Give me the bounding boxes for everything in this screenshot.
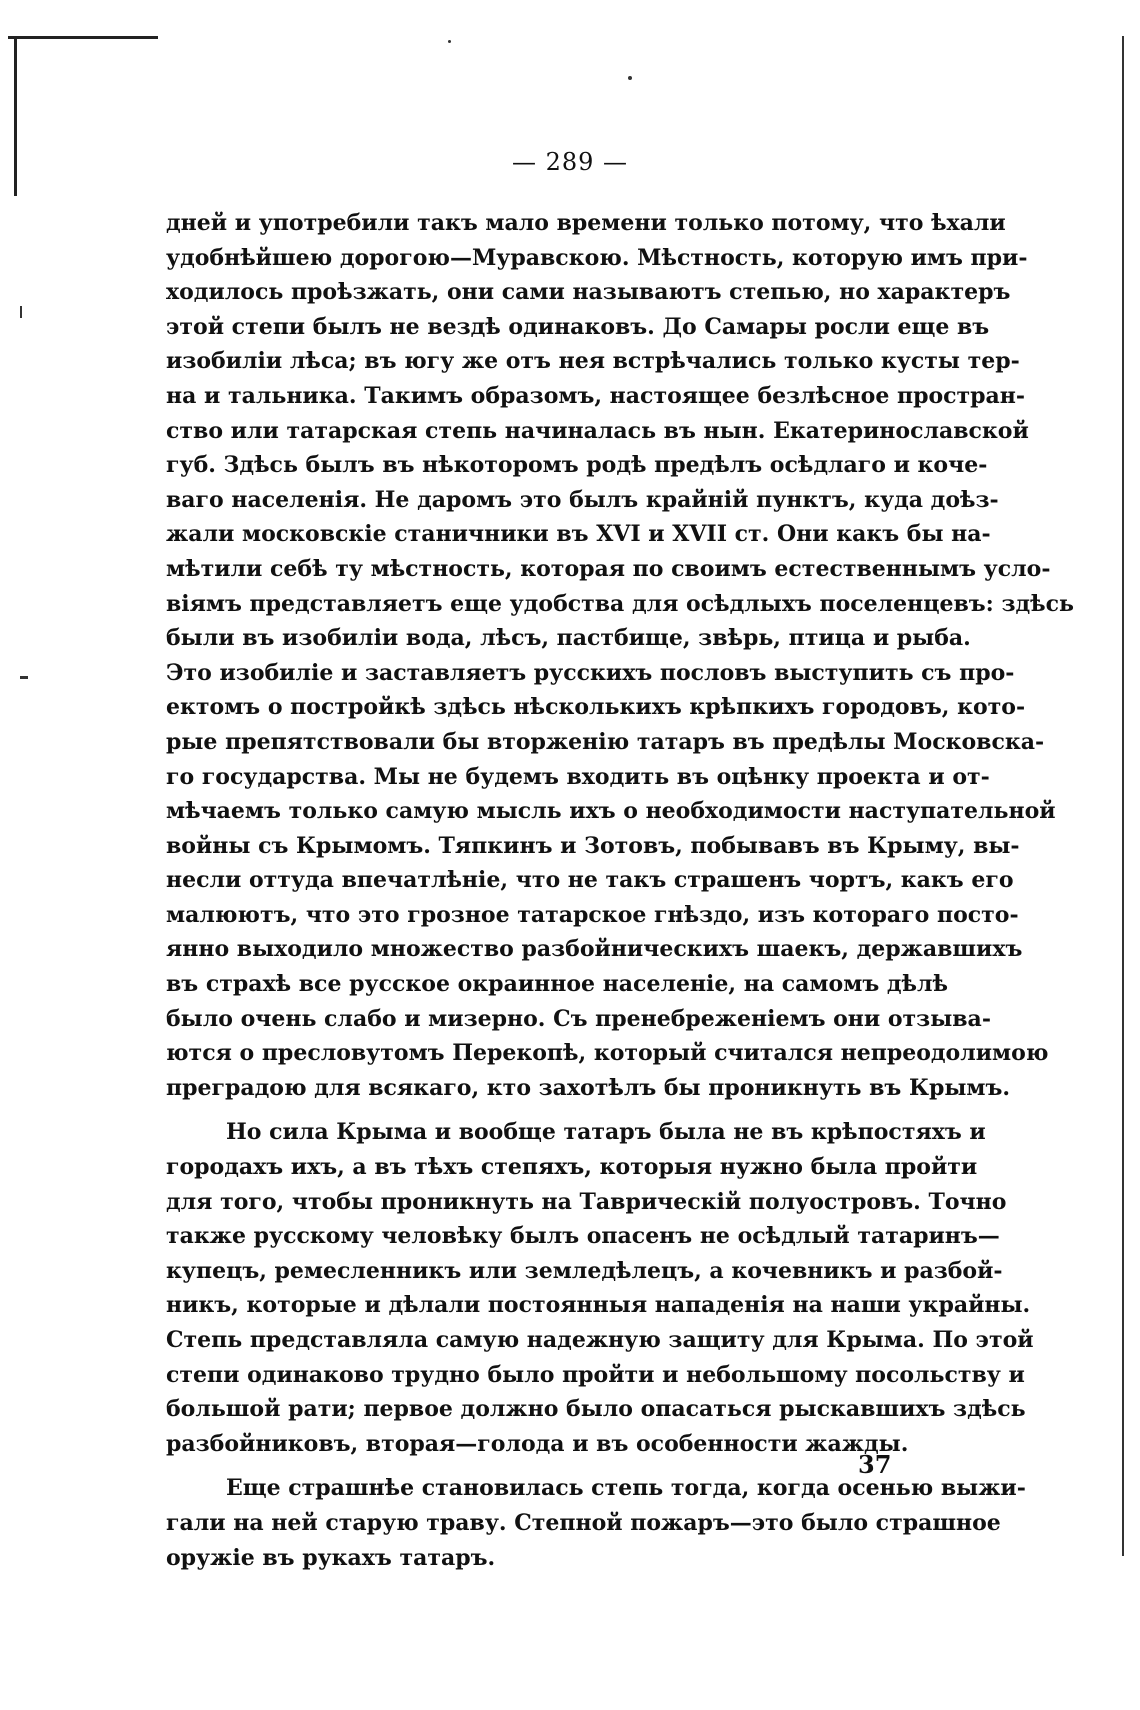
- text-line: изобиліи лѣса; въ югу же отъ нея встрѣчались только кусты тер-: [166, 348, 1020, 375]
- text-line: преградою для всякаго, кто захотѣлъ бы проникнуть въ Крымъ.: [166, 1074, 1011, 1101]
- signature-mark: 37: [858, 1450, 892, 1479]
- text-line: для того, чтобы проникнуть на Таврическій полуостровъ. Точно: [166, 1188, 1007, 1215]
- text-line: Но сила Крыма и вообще татаръ была не въ крѣпостяхъ и: [226, 1119, 986, 1146]
- scan-speck: [20, 676, 28, 679]
- scan-speck: [20, 306, 22, 318]
- text-line: удобнѣйшею дорогою—Муравскою. Мѣстность, которую имъ при-: [166, 244, 1028, 271]
- text-line: мѣчаемъ только самую мысль ихъ о необходимости наступательной: [166, 798, 1056, 825]
- text-line: оружіе въ рукахъ татаръ.: [166, 1544, 496, 1571]
- text-line: купецъ, ремесленникъ или земледѣлецъ, а кочевникъ и разбой-: [166, 1257, 1003, 1284]
- text-line: также русскому человѣку былъ опасенъ не осѣдлый татаринъ—: [166, 1223, 1000, 1250]
- text-line: въ страхѣ все русское окраинное населеніе, на самомъ дѣлѣ: [166, 971, 948, 998]
- text-line: мѣтили себѣ ту мѣстность, которая по своимъ естественнымъ усло-: [166, 555, 1051, 582]
- paragraph: [166, 1471, 1026, 1575]
- text-line: большой рати; первое должно было опасаться рыскавшихъ здѣсь: [166, 1396, 1026, 1423]
- text-line: янно выходило множество разбойническихъ шаекъ, державшихъ: [166, 936, 1023, 963]
- text-line: Еще страшнѣе становилась степь тогда, когда осенью выжи-: [226, 1475, 1026, 1502]
- text-line: Степь представляла самую надежную защиту для Крыма. По этой: [166, 1327, 1034, 1353]
- page-number: — 289 —: [511, 148, 629, 176]
- text-line: были въ изобиліи вода, лѣсъ, пастбище, звѣрь, птица и рыба.: [166, 625, 971, 652]
- text-line: го государства. Мы не будемъ входить въ оцѣнку проекта и от-: [166, 763, 990, 790]
- text-line: губ. Здѣсь былъ въ нѣкоторомъ родѣ предѣлъ осѣдлаго и коче-: [166, 452, 988, 479]
- text-line: никъ, которые и дѣлали постоянныя нападенія на наши украйны.: [166, 1292, 1031, 1319]
- text-line: разбойниковъ, вторая—голода и въ особенности жажды.: [166, 1430, 909, 1457]
- text-line: жали московскіе станичники въ XVI и XVII ст. Они какъ бы на-: [166, 521, 991, 548]
- text-line: дней и употребили такъ мало времени только потому, что ѣхали: [166, 210, 1006, 236]
- scan-edge-mark: [8, 36, 158, 39]
- text-line: ходилось проѣзжать, они сами называютъ степью, но характеръ: [166, 279, 1011, 306]
- text-line: на и тальника. Такимъ образомъ, настоящее безлѣсное простран-: [166, 382, 1026, 409]
- text-line: ектомъ о постройкѣ здѣсь нѣсколькихъ крѣпкихъ городовъ, кото-: [166, 694, 1026, 721]
- text-line: ство или татарская степь начиналась въ нын. Екатеринославской: [166, 417, 1029, 444]
- scan-speck: [628, 76, 632, 80]
- text-line: ваго населенія. Не даромъ это былъ крайній пунктъ, куда доѣз-: [166, 486, 999, 513]
- text-line: малюютъ, что это грозное татарское гнѣздо, изъ котораго посто-: [166, 901, 1019, 928]
- text-line: этой степи былъ не вездѣ одинаковъ. До Самары росли еще въ: [166, 313, 990, 340]
- paragraph-gap: [166, 1461, 948, 1471]
- text-line: рые препятствовали бы вторженію татаръ въ предѣлы Московска-: [166, 728, 1045, 755]
- text-line: гали на ней старую траву. Степной пожаръ—это было страшное: [166, 1509, 1001, 1536]
- text-line: степи одинаково трудно было пройти и небольшому посольству и: [166, 1361, 1025, 1388]
- paragraph-gap: [166, 1105, 948, 1115]
- text-line: Это изобиліе и заставляетъ русскихъ пословъ выступить съ про-: [166, 659, 1015, 686]
- text-line: віямъ представляетъ еще удобства для осѣдлыхъ поселенцевъ: здѣсь: [166, 590, 1074, 617]
- text-line: было очень слабо и мизерно. Съ пренебреженіемъ они отзыва-: [166, 1005, 991, 1032]
- scan-edge-line: [1122, 36, 1124, 1556]
- paragraph: [166, 1115, 1034, 1461]
- text-line: ются о пресловутомъ Перекопѣ, который считался непреодолимою: [166, 1040, 1049, 1067]
- scan-speck: [448, 40, 451, 43]
- text-line: городахъ ихъ, а въ тѣхъ степяхъ, которыя нужно была пройти: [166, 1154, 978, 1181]
- body-text: [166, 206, 1074, 1575]
- text-line: войны съ Крымомъ. Тяпкинъ и Зотовъ, побывавъ въ Крыму, вы-: [166, 832, 1020, 859]
- text-line: несли оттуда впечатлѣніе, что не такъ страшенъ чортъ, какъ его: [166, 867, 1014, 894]
- paragraph: [166, 206, 1074, 1105]
